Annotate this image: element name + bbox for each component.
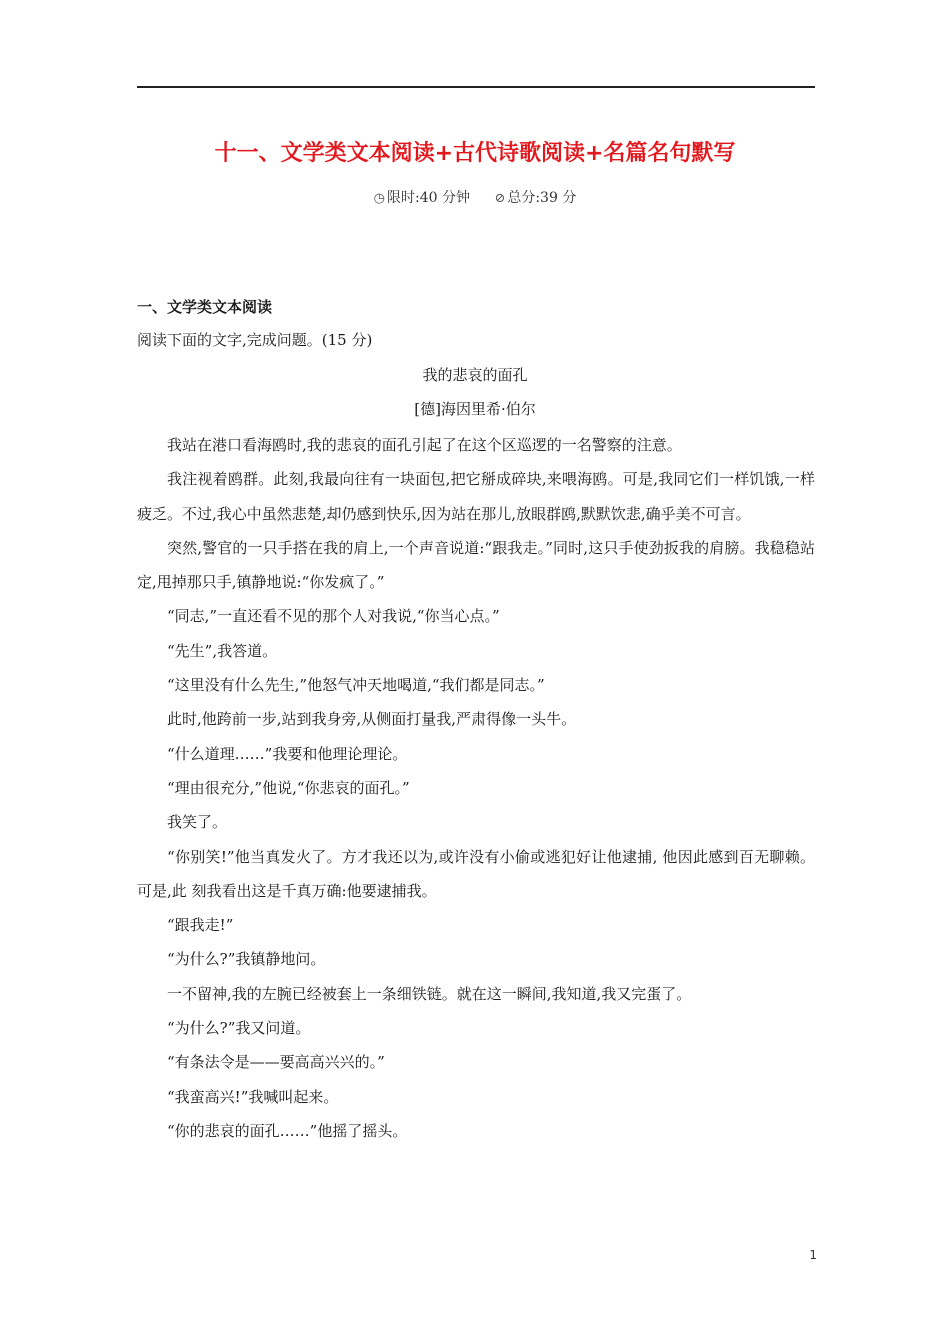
page-number: 1 [809, 1248, 817, 1262]
time-limit-text: 限时:40 分钟 [387, 190, 470, 206]
section-heading: 一、文学类文本阅读 [137, 298, 273, 316]
paragraph: 我注视着鸥群。此刻,我最向往有一块面包,把它掰成碎块,来喂海鸥。可是,我同它们一样饥饿,一样疲乏。不过,我心中虽然悲楚,却仍感到快乐,因为站在那儿,放眼群鸥,默默饮悲,确乎美不可言。 [137, 470, 815, 523]
paragraph: “先生”,我答道。 [167, 641, 278, 660]
story-author: [德]海因里希·伯尔 [414, 400, 536, 418]
paragraph: “这里没有什么先生,”他怒气冲天地喝道,“我们都是同志。” [167, 676, 545, 695]
paragraph: 突然,警官的一只手搭在我的肩上,一个声音说道:“跟我走。”同时,这只手使劲扳我的肩膀。我稳稳站定,甩掉那只手,镇静地说:“你发疯了。” [137, 538, 815, 592]
story-title: 我的悲哀的面孔 [422, 366, 528, 384]
paragraph: “你别笑!”他当真发火了。方才我还以为,或许没有小偷或逃犯好让他逮捕, 他因此感到百无聊赖。可是,此 刻我看出这是千真万确:他要逮捕我。 [137, 847, 815, 900]
page-title: 十一、文学类文本阅读+古代诗歌阅读+名篇名句默写 [214, 141, 736, 166]
paragraph: “跟我走!” [167, 916, 234, 935]
total-score [494, 187, 576, 207]
paragraph: “什么道理……”我要和他理论理论。 [167, 744, 408, 763]
paragraph: 我站在港口看海鸥时,我的悲哀的面孔引起了在这个区巡逻的一名警察的注意。 [167, 436, 682, 454]
paragraph: “有条法令是——要高高兴兴的。” [167, 1053, 385, 1072]
story-body [137, 428, 815, 1148]
paragraph: “你的悲哀的面孔……”他摇了摇头。 [167, 1121, 408, 1140]
paragraph: 此时,他跨前一步,站到我身旁,从侧面打量我,严肃得像一头牛。 [167, 710, 577, 729]
paragraph: “理由很充分,”他说,“你悲哀的面孔。” [167, 778, 410, 797]
paragraph: “我蛮高兴!”我喊叫起来。 [167, 1087, 339, 1106]
paragraph: “为什么?”我又问道。 [167, 1019, 311, 1038]
clock-icon: ◷ [373, 191, 385, 206]
section-instruction: 阅读下面的文字,完成问题。(15 分) [137, 331, 373, 349]
check-circle-icon: ⊘ [494, 191, 506, 206]
time-limit [374, 187, 470, 207]
paragraph: 一不留神,我的左腕已经被套上一条细铁链。就在这一瞬间,我知道,我又完蛋了。 [167, 984, 692, 1003]
paragraph: “同志,”一直还看不见的那个人对我说,“你当心点。” [167, 607, 500, 626]
paragraph: 我笑了。 [167, 813, 228, 832]
header-rule [137, 86, 815, 88]
total-score-text: 总分:39 分 [507, 190, 577, 206]
exam-meta [0, 187, 950, 207]
paragraph: “为什么?”我镇静地问。 [167, 950, 326, 969]
